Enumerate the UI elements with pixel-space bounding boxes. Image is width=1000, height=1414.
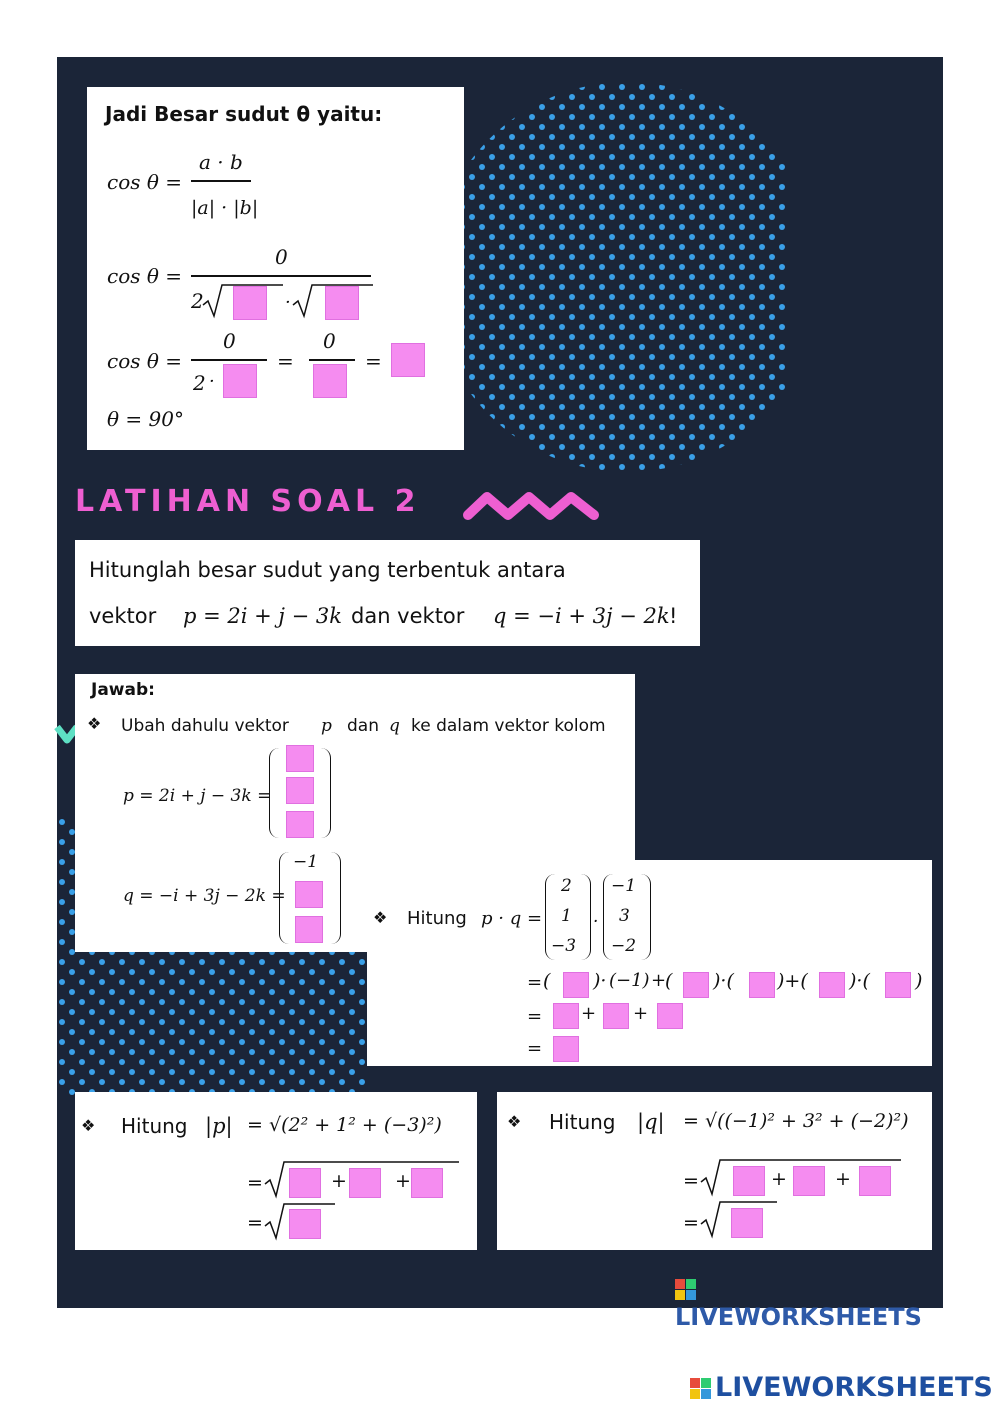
p-column-expr: p = 2i + j − 3k = — [123, 786, 272, 806]
cos-label-2: cos θ = — [107, 264, 183, 288]
theta-result: θ = 90° — [107, 407, 184, 431]
blank-mag-q-4[interactable] — [731, 1208, 763, 1238]
dot-sep: · — [285, 292, 291, 313]
pink-zigzag-decoration — [462, 487, 602, 527]
step1-text-b: dan — [347, 716, 379, 736]
mag-p-plus-2: + — [395, 1170, 411, 1192]
mag-p-eq-3: = — [247, 1212, 263, 1234]
mag-q-label: Hitung — [549, 1110, 616, 1134]
blank-dot-1[interactable] — [563, 972, 589, 998]
row2-close-5: ) — [915, 970, 923, 992]
blank-dot-6[interactable] — [553, 1003, 579, 1029]
cos-label-3: cos θ = — [107, 349, 183, 373]
zero-numerator-3: 0 — [323, 329, 336, 353]
blank-mag-q-3[interactable] — [859, 1166, 891, 1196]
question-line-1: Hitunglah besar sudut yang terbentuk antara — [89, 558, 566, 582]
pq-symbol: p · q — [481, 908, 522, 929]
row2-open-2: ( — [665, 970, 673, 992]
row3-plus-1: + — [581, 1003, 597, 1024]
brand-logo-icon — [675, 1279, 697, 1301]
dotted-circle-decoration — [457, 82, 787, 472]
blank-mag-p-3[interactable] — [411, 1168, 443, 1198]
brand-footer-logo-icon — [690, 1378, 712, 1400]
mag-p-plus-1: + — [331, 1170, 347, 1192]
q-col-3: −2 — [611, 936, 637, 956]
dot-eq-3: = — [527, 1006, 543, 1027]
row2-minus1: (−1) — [609, 970, 650, 991]
angle-result-card — [87, 87, 464, 450]
blank-mag-p-4[interactable] — [289, 1209, 321, 1239]
dot-sep-2: · — [209, 371, 215, 392]
two-denom: 2 — [193, 371, 206, 395]
p-vector-expr: p = 2i + j − 3k — [183, 604, 342, 628]
step1-q: q — [389, 716, 400, 736]
row2-close-2: )·( — [713, 970, 734, 992]
q-col-first: −1 — [293, 852, 319, 872]
bullet-mag-p: ❖ — [81, 1116, 96, 1135]
card-heading: Jadi Besar sudut θ yaitu: — [105, 102, 383, 126]
dot-product-card — [367, 860, 932, 1066]
two-coef: 2 — [191, 289, 204, 313]
step1-text-c: ke dalam vektor kolom — [411, 716, 606, 736]
blank-dot-8[interactable] — [657, 1003, 683, 1029]
answer-label: Jawab: — [91, 680, 155, 700]
mag-p-abs: |p| — [205, 1114, 233, 1138]
p-col-3: −3 — [551, 936, 577, 956]
blank-p-3[interactable] — [286, 811, 314, 838]
mag-q-abs: |q| — [637, 1110, 665, 1134]
fraction-bar-3 — [191, 359, 267, 361]
mag-q-eq-3: = — [683, 1212, 699, 1234]
step1-text-a: Ubah dahulu vektor — [121, 716, 289, 736]
dot-eq-4: = — [527, 1038, 543, 1059]
q-vector-expr: q = −i + 3j − 2k — [493, 604, 670, 628]
q-col-1: −1 — [611, 876, 637, 896]
mag-q-plus-1: + — [771, 1168, 787, 1190]
numerator-ab: a · b — [199, 150, 243, 174]
mag-p-eq-2: = — [247, 1172, 263, 1194]
denominator-ab: |a| · |b| — [191, 197, 259, 219]
brand-footer — [690, 1372, 993, 1403]
dot-eq-1: = — [527, 908, 543, 929]
question-line-2a: vektor — [89, 604, 157, 628]
blank-p-1[interactable] — [286, 745, 314, 772]
blank-dot-7[interactable] — [603, 1003, 629, 1029]
blank-mag-q-1[interactable] — [733, 1166, 765, 1196]
question-end: ! — [669, 604, 678, 628]
p-col-2: 1 — [561, 906, 572, 926]
q-col-2: 3 — [619, 906, 630, 926]
blank-card1-1[interactable] — [233, 286, 267, 320]
blank-dot-4[interactable] — [819, 972, 845, 998]
blank-card1-3[interactable] — [223, 364, 257, 398]
fraction-bar-1 — [191, 180, 251, 182]
brand-inner-text: LIVEWORKSHEETS — [675, 1303, 922, 1331]
fraction-bar-4 — [309, 359, 355, 361]
dot-eq-2: = — [527, 972, 543, 993]
blank-mag-q-2[interactable] — [793, 1166, 825, 1196]
bullet-step1: ❖ — [87, 714, 102, 733]
magnitude-q-card — [497, 1092, 932, 1250]
bullet-dot: ❖ — [373, 908, 388, 927]
mag-p-expr: = √(2² + 1² + (−3)²) — [247, 1114, 442, 1136]
blank-q-2[interactable] — [295, 916, 323, 943]
zero-numerator-2: 0 — [223, 329, 236, 353]
equals-1: = — [277, 349, 294, 373]
p-col-1: 2 — [561, 876, 572, 896]
dot-between-cols: · — [593, 912, 599, 932]
brand-inner — [675, 1275, 943, 1331]
mag-q-eq-2: = — [683, 1170, 699, 1192]
blank-dot-2[interactable] — [683, 972, 709, 998]
row2-open-1: ( — [543, 970, 551, 992]
section-title: LATIHAN SOAL 2 — [75, 484, 421, 519]
blank-p-2[interactable] — [286, 777, 314, 804]
blank-dot-9[interactable] — [553, 1036, 579, 1062]
blank-card1-2[interactable] — [325, 286, 359, 320]
question-line-2b: dan vektor — [351, 604, 465, 628]
blank-dot-3[interactable] — [749, 972, 775, 998]
row3-plus-2: + — [633, 1003, 649, 1024]
dot-label: Hitung — [407, 908, 467, 929]
row2-plus-1: + — [651, 970, 667, 991]
bullet-mag-q: ❖ — [507, 1112, 522, 1131]
fraction-bar-2 — [191, 275, 371, 277]
magnitude-p-card — [75, 1092, 477, 1250]
mag-q-expr: = √((−1)² + 3² + (−2)²) — [683, 1110, 909, 1132]
brand-footer-text: LIVEWORKSHEETS — [715, 1372, 993, 1403]
row2-close-1: )· — [593, 970, 607, 992]
blank-card1-4[interactable] — [313, 364, 347, 398]
step1-p: p — [321, 716, 332, 736]
row2-close-4: )·( — [849, 970, 870, 992]
mag-p-label: Hitung — [121, 1114, 188, 1138]
blank-mag-p-1[interactable] — [289, 1168, 321, 1198]
worksheet-page — [57, 57, 943, 1331]
equals-2: = — [365, 349, 382, 373]
mag-q-plus-2: + — [835, 1168, 851, 1190]
q-column-expr: q = −i + 3j − 2k = — [123, 886, 286, 906]
blank-card1-5[interactable] — [391, 343, 425, 377]
question-card — [75, 540, 700, 646]
row2-close-3: )+( — [777, 970, 808, 992]
zero-numerator-1: 0 — [275, 245, 288, 269]
blank-q-1[interactable] — [295, 881, 323, 908]
blank-dot-5[interactable] — [885, 972, 911, 998]
blank-mag-p-2[interactable] — [349, 1168, 381, 1198]
cos-label-1: cos θ = — [107, 170, 183, 194]
